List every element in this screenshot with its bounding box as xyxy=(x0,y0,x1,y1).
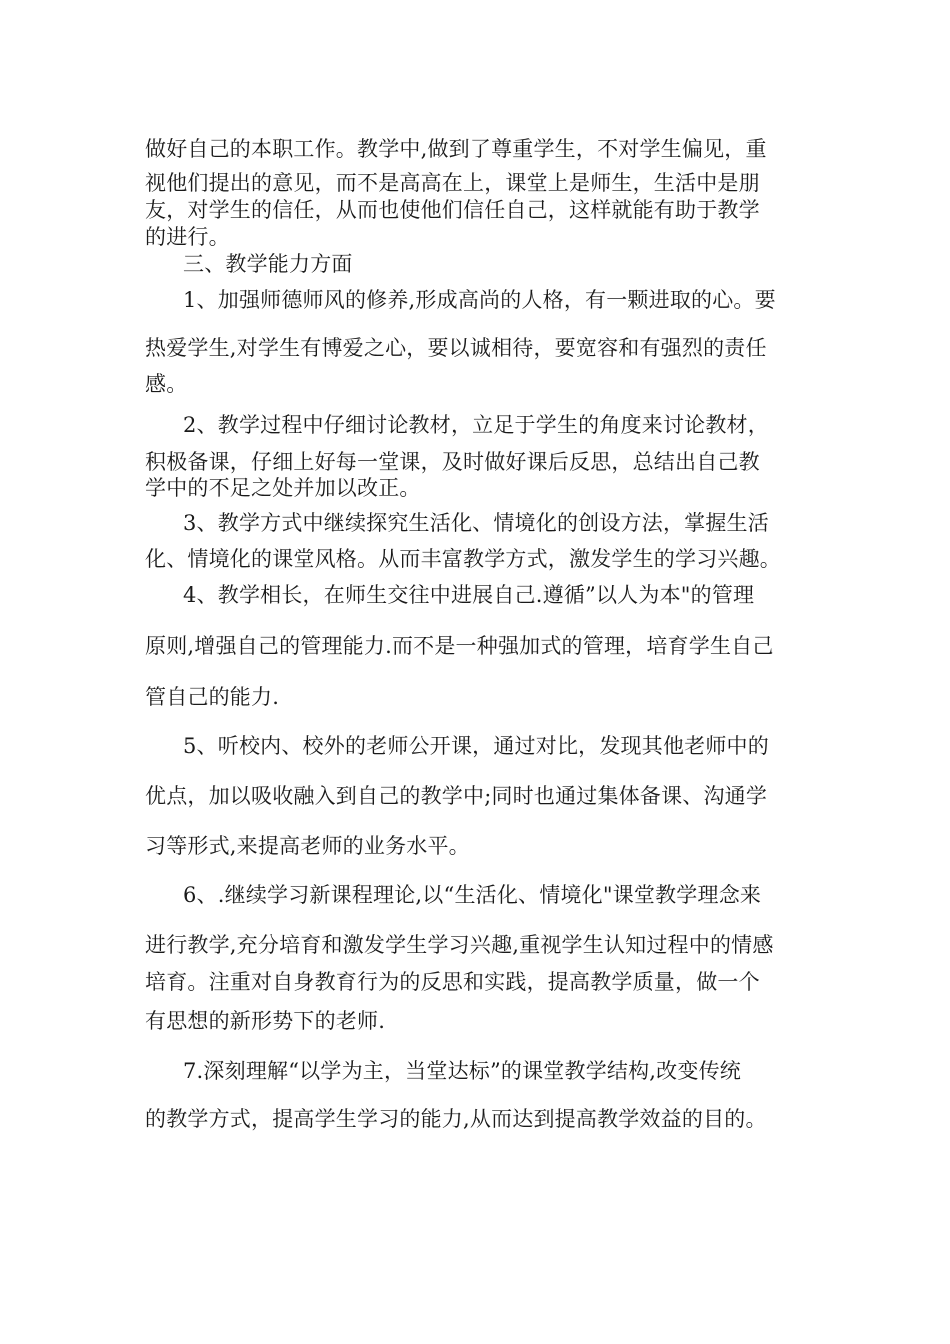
text-line: 7.深刻理解“以学为主，当堂达标”的课堂教学结构,改变传统 xyxy=(183,1059,741,1083)
text-line: 视他们提出的意见，而不是高高在上，课堂上是师生，生活中是朋 xyxy=(145,171,760,195)
text-line: 1、加强师德师风的修养,形成高尚的人格，有一颗进取的心。要 xyxy=(183,288,776,312)
text-line: 优点，加以吸收融入到自己的教学中;同时也通过集体备课、沟通学 xyxy=(145,784,768,808)
text-line: 的进行。 xyxy=(145,225,230,249)
text-line: 热爱学生,对学生有博爱之心，要以诚相待，要宽容和有强烈的责任 xyxy=(145,336,767,360)
text-line: 学中的不足之处并加以改正。 xyxy=(145,476,421,500)
text-line: 培育。注重对自身教育行为的反思和实践，提高教学质量，做一个 xyxy=(145,970,760,994)
text-line: 管自己的能力. xyxy=(145,685,280,709)
text-line: 4、教学相长，在师生交往中进展自己.遵循”以人为本"的管理 xyxy=(183,583,755,607)
text-line: 做好自己的本职工作。教学中,做到了尊重学生，不对学生偏见，重 xyxy=(145,137,767,161)
text-line: 习等形式,来提高老师的业务水平。 xyxy=(145,834,470,858)
text-line: 6、.继续学习新课程理论,以“生活化、情境化"课堂教学理念来 xyxy=(183,883,762,907)
section-heading: 三、教学能力方面 xyxy=(183,252,353,276)
text-line: 积极备课，仔细上好每一堂课，及时做好课后反思，总结出自己教 xyxy=(145,450,760,474)
text-line: 原则,增强自己的管理能力.而不是一种强加式的管理，培育学生自己 xyxy=(145,634,774,658)
text-line: 2、教学过程中仔细讨论教材，立足于学生的角度来讨论教材， xyxy=(183,413,769,437)
text-line: 化、情境化的课堂风格。从而丰富教学方式，激发学生的学习兴趣。 xyxy=(145,547,781,571)
text-line: 的教学方式，提高学生学习的能力,从而达到提高教学效益的目的。 xyxy=(145,1107,767,1131)
text-line: 有思想的新形势下的老师. xyxy=(145,1009,386,1033)
text-line: 感。 xyxy=(145,372,188,396)
text-line: 5、听校内、校外的老师公开课，通过对比，发现其他老师中的 xyxy=(183,734,769,758)
text-line: 进行教学,充分培育和激发学生学习兴趣,重视学生认知过程中的情感 xyxy=(145,933,774,957)
text-line: 友，对学生的信任，从而也使他们信任自己，这样就能有助于教学 xyxy=(145,198,760,222)
text-line: 3、教学方式中继续探究生活化、情境化的创设方法，掌握生活 xyxy=(183,511,769,535)
